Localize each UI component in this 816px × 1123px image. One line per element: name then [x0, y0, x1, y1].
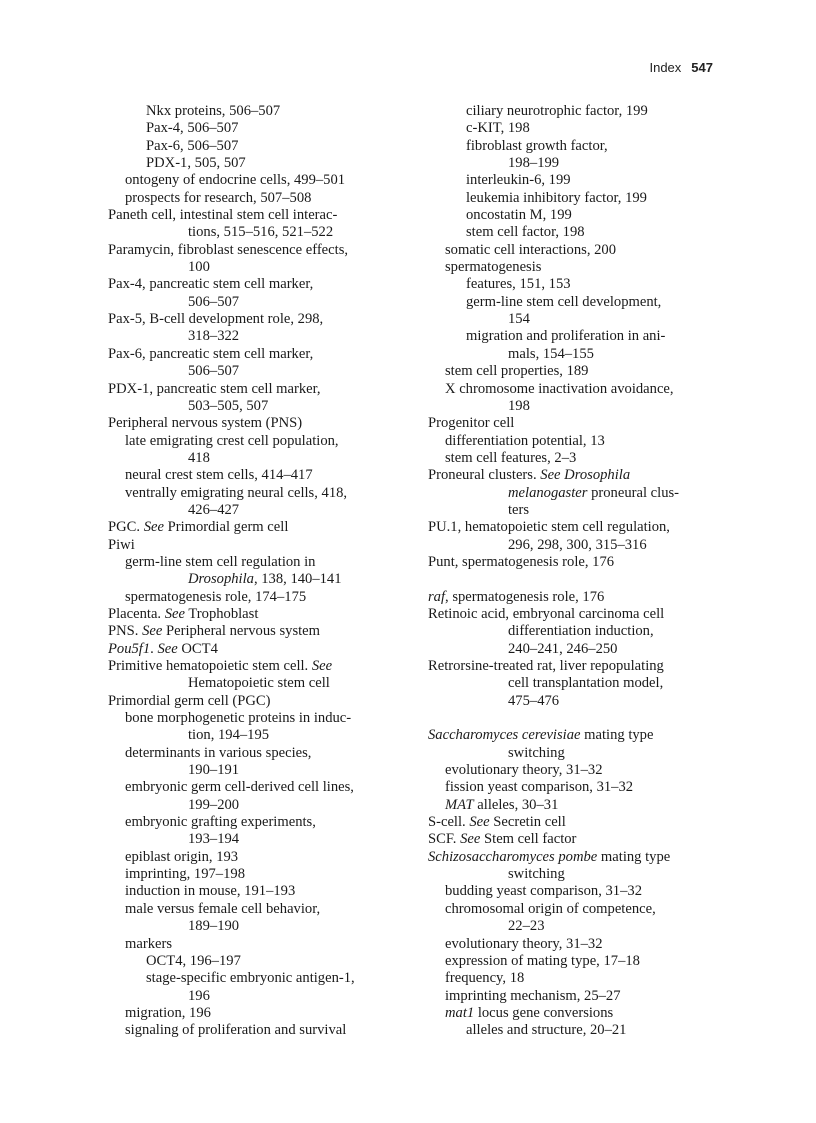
index-entry-continuation: 198–199 [508, 155, 560, 172]
section-title: Index [649, 60, 682, 75]
index-subentry: induction in mouse, 191–193 [125, 883, 296, 900]
index-subentry: OCT4, 196–197 [146, 952, 241, 969]
index-main-entry: raf, spermatogenesis role, 176 [428, 588, 605, 605]
index-subentry: migration, 196 [125, 1004, 211, 1021]
index-entry-continuation: switching [508, 866, 565, 883]
index-subentry: epiblast origin, 193 [125, 848, 239, 865]
index-entry-continuation: 199–200 [188, 796, 240, 813]
index-subentry: signaling of proliferation and survival [125, 1022, 347, 1039]
index-subentry: evolutionary theory, 31–32 [445, 762, 603, 779]
index-subentry: leukemia inhibitory factor, 199 [466, 189, 647, 206]
index-entry-continuation: 190–191 [188, 762, 240, 779]
index-main-entry: Primordial germ cell (PGC) [108, 692, 271, 709]
index-entry-continuation: tions, 515–516, 521–522 [188, 224, 334, 241]
index-entry-continuation: switching [508, 744, 565, 761]
index-subentry: prospects for research, 507–508 [125, 189, 312, 206]
index-subentry: PDX-1, 505, 507 [146, 155, 246, 172]
index-entry-continuation: mals, 154–155 [508, 345, 594, 362]
index-entry-continuation: tion, 194–195 [188, 727, 270, 744]
index-entry-continuation: 240–241, 246–250 [508, 640, 618, 657]
index-main-entry: Retrorsine-treated rat, liver repopulating [428, 658, 664, 674]
index-subentry: X chromosome inactivation avoidance, [445, 380, 674, 397]
index-subentry: oncostatin M, 199 [466, 207, 572, 224]
entry-gap [428, 571, 728, 588]
index-subentry: mat1 locus gene conversions [445, 1004, 614, 1021]
index-main-entry: Paneth cell, intestinal stem cell interac- [108, 207, 338, 224]
index-entry-continuation: 193–194 [188, 831, 240, 848]
index-subentry: frequency, 18 [445, 970, 525, 987]
index-entry-continuation: differentiation induction, [508, 623, 654, 640]
index-subentry: expression of mating type, 17–18 [445, 952, 640, 969]
index-main-entry: Peripheral nervous system (PNS) [108, 415, 303, 432]
index-subentry: evolutionary theory, 31–32 [445, 935, 603, 952]
index-main-entry: SCF. See Stem cell factor [428, 831, 577, 848]
index-column-right [428, 103, 728, 1040]
index-subentry: stem cell factor, 198 [466, 224, 585, 241]
index-subentry: budding yeast comparison, 31–32 [445, 883, 642, 900]
entry-gap [428, 710, 728, 727]
index-main-entry: PGC. See Primordial germ cell [108, 519, 289, 536]
index-entry-continuation: ters [508, 501, 530, 518]
index-entry-continuation: 506–507 [188, 293, 240, 310]
index-entry-continuation: 189–190 [188, 918, 240, 935]
index-subentry: bone morphogenetic proteins in induc- [125, 710, 352, 727]
index-main-entry: Retinoic acid, embryonal carcinoma cell [428, 605, 665, 622]
index-entry-continuation: cell transplantation model, [508, 675, 664, 692]
index-subentry: germ-line stem cell development, [466, 293, 662, 310]
index-main-entry: S-cell. See Secretin cell [428, 814, 566, 831]
index-subentry: interleukin-6, 199 [466, 172, 571, 189]
index-subentry: stem cell features, 2–3 [445, 449, 577, 466]
index-main-entry: Pou5f1. See OCT4 [108, 640, 218, 657]
index-main-entry: Paramycin, fibroblast senescence effects, [108, 241, 349, 258]
index-entry-continuation: Drosophila, 138, 140–141 [188, 571, 342, 588]
index-subentry: imprinting mechanism, 25–27 [445, 987, 621, 1004]
index-main-entry: Saccharomyces cerevisiae mating type [428, 727, 654, 744]
page-number: 547 [691, 60, 713, 75]
index-main-entry: PDX-1, pancreatic stem cell marker, [108, 380, 321, 397]
index-entry-continuation: 296, 298, 300, 315–316 [508, 536, 647, 553]
index-subentry: alleles and structure, 20–21 [466, 1022, 627, 1039]
index-main-entry: Pax-5, B-cell development role, 298, [108, 311, 324, 328]
index-subentry: ciliary neurotrophic factor, 199 [466, 103, 648, 119]
index-entry-continuation: 503–505, 507 [188, 397, 269, 414]
index-subentry: migration and proliferation in ani- [466, 328, 666, 345]
index-entry-continuation: 426–427 [188, 501, 240, 518]
index-subentry: markers [125, 935, 173, 952]
index-main-entry: Punt, spermatogenesis role, 176 [428, 553, 615, 570]
index-entry-continuation: 196 [188, 987, 210, 1004]
index-entry-continuation: 475–476 [508, 692, 560, 709]
index-subentry: differentiation potential, 13 [445, 432, 605, 449]
index-entry-continuation: 154 [508, 311, 530, 328]
index-main-entry: Progenitor cell [428, 415, 515, 432]
index-subentry: male versus female cell behavior, [125, 900, 321, 917]
index-subentry: stage-specific embryonic antigen-1, [146, 970, 355, 987]
index-column-left [108, 103, 408, 1040]
index-subentry: ontogeny of endocrine cells, 499–501 [125, 172, 346, 189]
index-subentry: MAT alleles, 30–31 [445, 796, 559, 813]
index-subentry: chromosomal origin of competence, [445, 900, 656, 917]
index-main-entry: Placenta. See Trophoblast [108, 605, 259, 622]
index-subentry: somatic cell interactions, 200 [445, 241, 617, 258]
index-entry-continuation: 318–322 [188, 328, 240, 345]
index-main-entry: Schizosaccharomyces pombe mating type [428, 848, 671, 865]
index-subentry: determinants in various species, [125, 744, 312, 761]
index-entry-continuation: melanogaster proneural clus- [508, 484, 680, 501]
index-main-entry: Proneural clusters. See Drosophila [428, 467, 631, 484]
index-entry-continuation: 100 [188, 259, 210, 276]
index-main-entry: Primitive hematopoietic stem cell. See [108, 658, 333, 674]
index-subentry: Pax-4, 506–507 [146, 120, 239, 137]
index-subentry: imprinting, 197–198 [125, 866, 245, 883]
index-main-entry: Pax-6, pancreatic stem cell marker, [108, 345, 314, 362]
index-subentry: embryonic grafting experiments, [125, 814, 316, 831]
index-subentry: spermatogenesis [445, 259, 542, 276]
index-entry-continuation: Hematopoietic stem cell [188, 675, 330, 692]
index-entry-continuation: 418 [188, 449, 210, 466]
index-subentry: late emigrating crest cell population, [125, 432, 339, 449]
index-subentry: Pax-6, 506–507 [146, 137, 239, 154]
index-entry-continuation: 198 [508, 397, 530, 414]
index-entry-continuation: 506–507 [188, 363, 240, 380]
index-subentry: stem cell properties, 189 [445, 363, 589, 380]
index-subentry: fibroblast growth factor, [466, 137, 608, 154]
index-subentry: neural crest stem cells, 414–417 [125, 467, 313, 484]
index-subentry: ventrally emigrating neural cells, 418, [125, 484, 348, 501]
index-main-entry: PU.1, hematopoietic stem cell regulation, [428, 519, 670, 536]
index-subentry: Nkx proteins, 506–507 [146, 103, 281, 119]
index-subentry: features, 151, 153 [466, 276, 571, 293]
index-main-entry: Piwi [108, 536, 135, 553]
index-subentry: embryonic germ cell-derived cell lines, [125, 779, 354, 796]
index-entry-continuation: 22–23 [508, 918, 545, 935]
index-subentry: c-KIT, 198 [466, 120, 530, 137]
index-main-entry: PNS. See Peripheral nervous system [108, 623, 321, 640]
index-main-entry: Pax-4, pancreatic stem cell marker, [108, 276, 314, 293]
running-header [649, 60, 713, 75]
index-subentry: spermatogenesis role, 174–175 [125, 588, 307, 605]
index-subentry: fission yeast comparison, 31–32 [445, 779, 634, 796]
index-subentry: germ-line stem cell regulation in [125, 553, 316, 570]
